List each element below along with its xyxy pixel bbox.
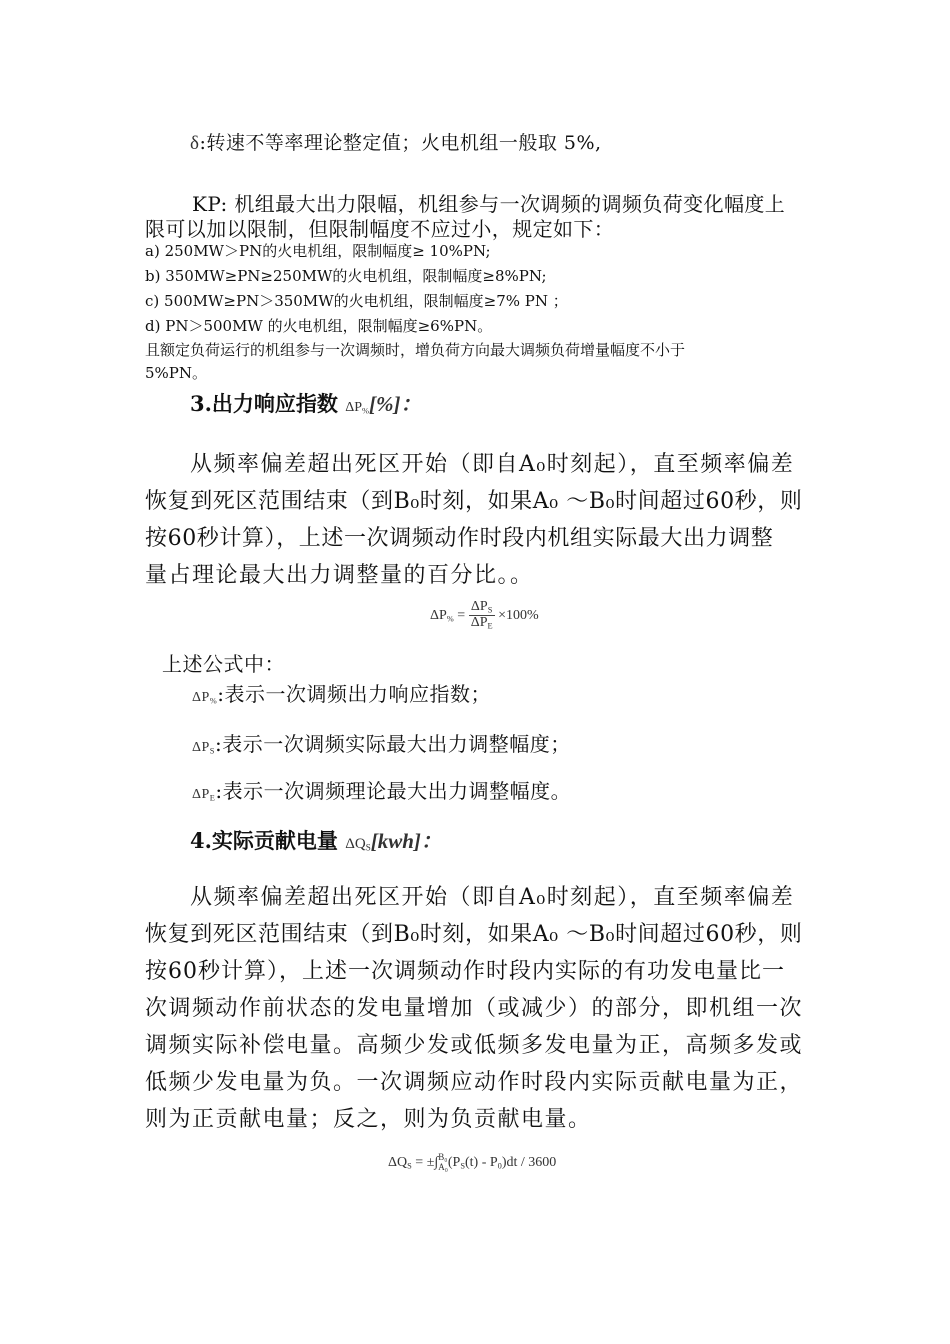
response-index-formula: $\Delta P_{\%}$ = $\frac{\Delta P_S}{\Delta P_E}$ ×100% [430, 599, 539, 631]
rule-b: b) 350MW≥PN≥250MW的火电机组，限制幅度≥8%PN; [145, 267, 547, 285]
section-3-unit: [%]： [369, 392, 422, 416]
section-3-para-line-4: 量占理论最大出力调整量的百分比。。 [145, 563, 534, 588]
def-symbol-actual-adjust: $\Delta P_S$ [192, 740, 215, 756]
kp-line-1: KP: 机组最大出力限幅，机组参与一次调频的调频负荷变化幅度上 [192, 192, 786, 216]
def-symbol-theoretical-adjust: $\Delta P_E$ [192, 787, 216, 803]
def-theoretical-adjust: $\Delta P_E$:表示一次调频理论最大出力调整幅度。 [192, 779, 572, 803]
def-actual-adjust: $\Delta P_S$:表示一次调频实际最大出力调整幅度； [192, 732, 571, 756]
kp-line-2: 限可以加以限制，但限制幅度不应过小，规定如下： [145, 217, 615, 241]
def-response-index: $\Delta P_{\%}$:表示一次调频出力响应指数； [192, 682, 492, 706]
section-4-symbol: $\Delta Q_S$ [345, 836, 371, 853]
section-4-para-line-5: 调频实际补偿电量。高频少发或低频多发电量为正，高频多发或 [145, 1033, 804, 1058]
rated-note-line-1: 且额定负荷运行的机组参与一次调频时，增负荷方向最大调频负荷增量幅度不小于 [145, 341, 686, 359]
rule-a: a) 250MW＞PN的火电机组，限制幅度≥ 10%PN; [145, 242, 491, 260]
section-3-heading [190, 388, 422, 418]
where-label: 上述公式中： [162, 652, 285, 676]
section-3-symbol: $\Delta P_{\%}$ [345, 400, 370, 416]
section-4-para-line-1: 从频率偏差超出死区开始（即自A₀时刻起），直至频率偏差 [190, 885, 795, 910]
section-4-para-line-4: 次调频动作前状态的发电量增加（或减少）的部分，即机组一次 [145, 996, 804, 1021]
section-4-para-line-7: 则为正贡献电量；反之，则为负贡献电量。 [145, 1107, 592, 1132]
delta-text: :转速不等率理论整定值；火电机组一般取 5%, [199, 132, 602, 154]
section-4-para-line-2: 恢复到死区范围结束（到B₀时刻，如果A₀ ～B₀时间超过60秒，则 [145, 922, 803, 947]
delta-definition [190, 128, 602, 155]
section-3-para-line-1: 从频率偏差超出死区开始（即自A₀时刻起），直至频率偏差 [190, 452, 795, 477]
contribution-formula: $\Delta Q_S$ = ±∫ B₀ A₀ $(P_S(t) - P_0)dt / 3600$ [388, 1152, 557, 1172]
def-symbol-response-index: $\Delta P_{\%}$ [192, 690, 218, 706]
rule-d: d) PN＞500MW 的火电机组，限制幅度≥6%PN。 [145, 317, 493, 335]
delta-symbol: δ [190, 133, 200, 154]
section-3-para-line-2: 恢复到死区范围结束（到B₀时刻，如果A₀ ～B₀时间超过60秒，则 [145, 489, 803, 514]
section-4-unit: [kwh]： [370, 829, 442, 853]
section-4-para-line-6: 低频少发电量为负。一次调频应动作时段内实际贡献电量为正， [145, 1070, 804, 1095]
section-3-title: 3.出力响应指数 [190, 391, 338, 416]
rule-c: c) 500MW≥PN＞350MW的火电机组，限制幅度≥7% PN ； [145, 292, 568, 310]
rated-note-line-2: 5%PN。 [145, 364, 208, 382]
section-4-title: 4.实际贡献电量 [190, 828, 338, 853]
section-3-para-line-3: 按60秒计算），上述一次调频动作时段内机组实际最大出力调整 [145, 526, 774, 551]
section-4-heading [190, 825, 442, 855]
section-4-para-line-3: 按60秒计算），上述一次调频动作时段内实际的有功发电量比一 [145, 959, 785, 984]
